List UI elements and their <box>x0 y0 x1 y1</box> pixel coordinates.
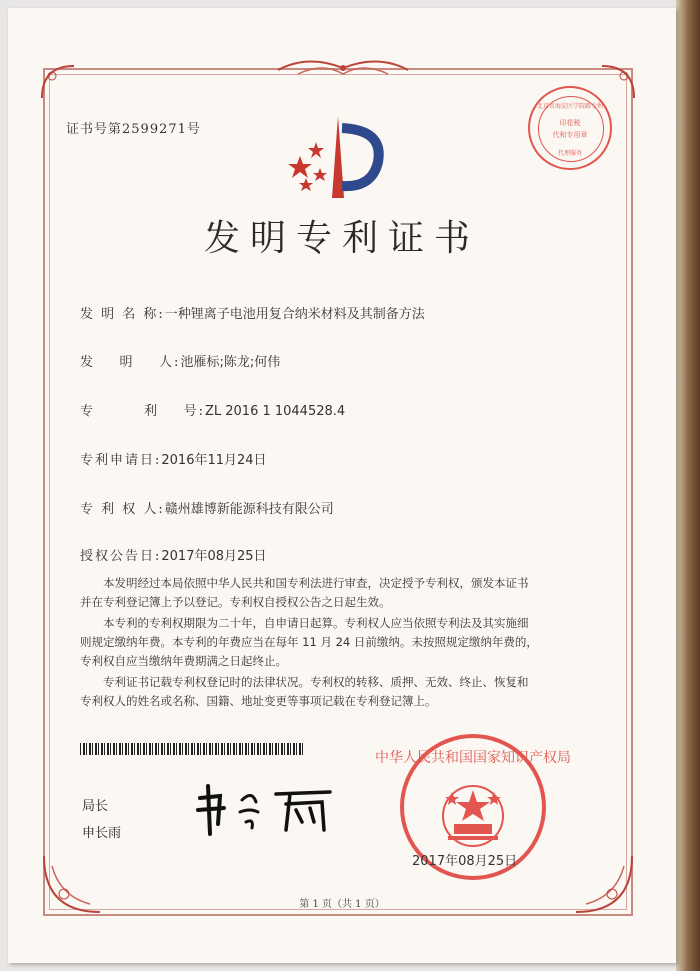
filing-date-row <box>80 449 267 468</box>
body-p2-line1: 本专利的专利权期限为二十年，自申请日起算。专利权人应当依照专利法及其实施细 <box>103 616 529 630</box>
patent-office-logo <box>286 112 386 202</box>
body-p1-line1: 本发明经过本局依照中华人民共和国专利法进行审查，决定授予专利权，颁发本证书 <box>103 576 529 590</box>
stamp-duty-seal <box>528 86 612 170</box>
inventor-label: 发 明 人: <box>80 355 181 370</box>
certificate-title: 发明专利证书 <box>203 218 480 259</box>
director-name: 申长雨 <box>82 826 122 841</box>
stamp-duty-seal-line1: 印花税 <box>559 119 581 127</box>
body-p3-line1: 专利证书记载专利权登记时的法律状况。专利权的转移、质押、无效、终止、恢复和 <box>103 675 529 689</box>
filing-date-label: 专利申请日: <box>80 453 162 468</box>
invention-name-value: 一种锂离子电池用复合纳米材料及其制备方法 <box>164 307 425 322</box>
corner-ornament-top-left <box>38 62 78 102</box>
grant-date-row <box>80 545 267 564</box>
barcode <box>80 743 305 755</box>
body-p1-line2: 并在专利登记簿上予以登记。专利权自授权公告之日起生效。 <box>80 595 391 609</box>
grant-date-label: 授权公告日: <box>80 549 162 564</box>
seal-date: 2017年08月25日 <box>412 854 518 869</box>
stamp-duty-seal-arc-bottom: 代理服务 <box>557 150 582 157</box>
certificate-number: 证书号第2599271号 <box>66 122 201 137</box>
patentee-value: 赣州雄博新能源科技有限公司 <box>164 502 334 517</box>
body-p2-line2: 则规定缴纳年费。本专利的年费应当在每年 11 月 24 日前缴纳。未按照规定缴纳年费的， <box>80 635 538 649</box>
stamp-duty-seal-arc-top: 北京市海淀区学院路专利 <box>536 103 603 110</box>
filing-date-value: 2016年11月24日 <box>161 453 267 468</box>
patent-number-label: 专 利 号: <box>80 404 205 419</box>
body-paragraph-3 <box>80 673 600 711</box>
binding-spine <box>676 0 700 971</box>
body-p3-line2: 专利权人的姓名或名称、国籍、地址变更等事项记载在专利登记簿上。 <box>80 694 437 708</box>
official-seal-text: 中华人民共和国国家知识产权局 <box>375 750 571 766</box>
page-indicator: 第 1 页（共 1 页） <box>299 899 385 910</box>
stamp-duty-seal-line2: 代和专用章 <box>552 131 588 139</box>
patentee-label: 专 利 权 人: <box>80 502 165 517</box>
director-signature <box>190 778 340 838</box>
invention-name-label: 发 明 名 称: <box>80 307 165 322</box>
inventor-value: 池雁标;陈龙;何伟 <box>180 355 281 370</box>
inventor-row <box>80 351 280 370</box>
body-paragraph-1 <box>80 574 600 612</box>
invention-name-row <box>80 303 425 322</box>
patent-number-row <box>80 400 345 419</box>
director-title: 局长 <box>82 799 109 814</box>
body-p2-line3: 专利权自应当缴纳年费期满之日起终止。 <box>80 654 287 668</box>
patent-number-value: ZL 2016 1 1044528.4 <box>204 404 346 419</box>
patentee-row <box>80 498 334 517</box>
grant-date-value: 2017年08月25日 <box>161 549 267 564</box>
body-paragraph-2 <box>80 614 600 671</box>
corner-ornament-top-right <box>598 62 638 102</box>
top-ornament <box>268 56 418 82</box>
